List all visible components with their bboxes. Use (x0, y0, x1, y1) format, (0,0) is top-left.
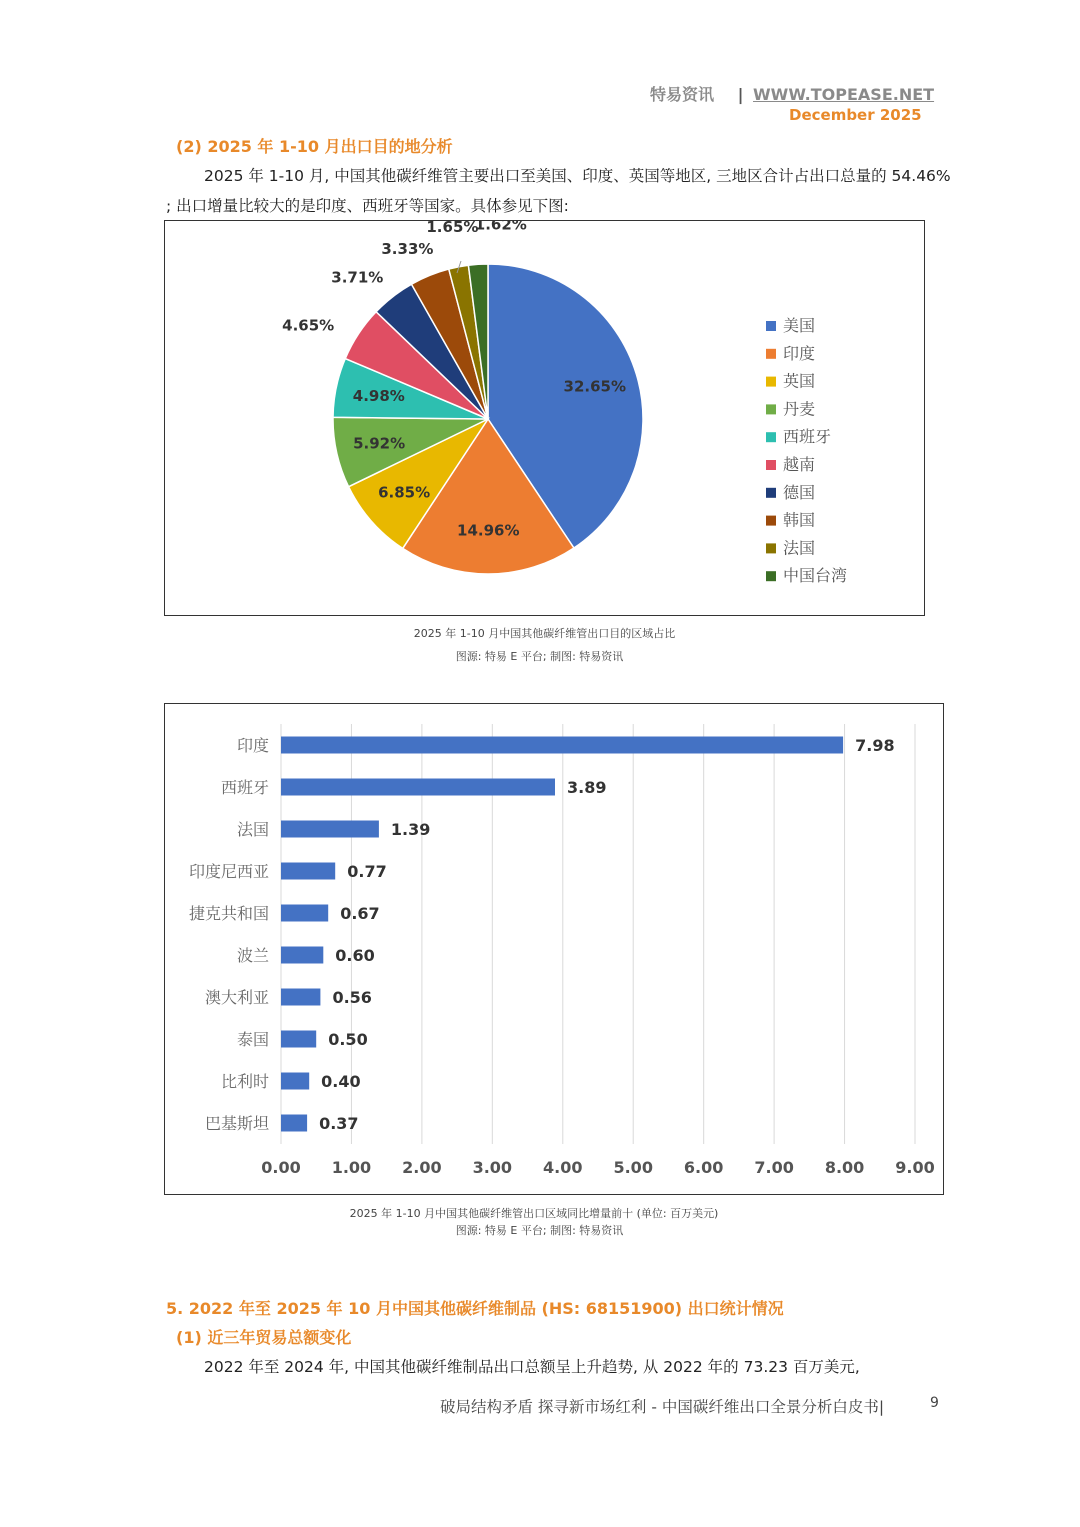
legend-label-9: 中国台湾 (783, 566, 848, 586)
legend-swatch-8 (766, 543, 776, 553)
bar-value-label-5: 0.60 (335, 946, 375, 965)
pie-value-label-4: 4.98% (352, 387, 405, 406)
legend-label-6: 德国 (783, 482, 816, 502)
bar-category-label-4: 捷克共和国 (188, 904, 269, 923)
bar-category-label-0: 印度 (236, 736, 269, 755)
header-date: December 2025 (789, 106, 922, 124)
legend-swatch-7 (766, 516, 776, 526)
pie-value-label-3: 5.92% (353, 434, 406, 453)
pie-chart-frame (164, 220, 925, 616)
bar-value-label-1: 3.89 (567, 778, 607, 797)
legend-swatch-6 (766, 488, 776, 498)
section2-para-line1: 2025 年 1-10 月, 中国其他碳纤维管主要出口至美国、印度、英国等地区, 三地区合计占出口总量的 54.46% (204, 167, 951, 185)
bar-category-label-7: 泰国 (236, 1030, 269, 1049)
bar-caption-source: 图源: 特易 E 平台; 制图: 特易资讯 (455, 1224, 624, 1237)
legend-label-3: 丹麦 (783, 399, 816, 419)
bar-category-label-3: 印度尼西亚 (188, 862, 269, 881)
section5-subtitle: (1) 近三年贸易总额变化 (176, 1328, 352, 1347)
header-separator: | (737, 85, 744, 104)
pie-chart (165, 221, 923, 614)
pie-value-label-7: 3.33% (381, 240, 434, 258)
section2-title: (2) 2025 年 1-10 月出口目的地分析 (176, 137, 453, 156)
pie-value-label-6: 3.71% (331, 268, 384, 287)
pie-value-label-5: 4.65% (282, 316, 335, 335)
x-tick-label-9: 9.00 (895, 1158, 935, 1177)
bar-category-label-9: 巴基斯坦 (204, 1114, 269, 1133)
x-tick-label-5: 5.00 (613, 1158, 653, 1177)
bar-value-label-2: 1.39 (390, 820, 431, 839)
pie-caption-title: 2025 年 1-10 月中国其他碳纤维管出口目的区域占比 (413, 627, 676, 640)
bar-value-label-4: 0.67 (340, 904, 380, 923)
legend-label-0: 美国 (783, 316, 816, 335)
section2-para-line2: ; 出口增量比较大的是印度、西班牙等国家。具体参见下图: (166, 197, 569, 215)
legend-label-2: 英国 (783, 371, 816, 391)
bar-9 (281, 1115, 307, 1132)
bar-6 (281, 989, 320, 1006)
legend-swatch-9 (766, 571, 776, 581)
bar-7 (281, 1031, 316, 1048)
pie-caption-source: 图源: 特易 E 平台; 制图: 特易资讯 (455, 650, 624, 663)
legend-swatch-4 (766, 432, 776, 442)
x-tick-label-2: 2.00 (402, 1158, 442, 1177)
bar-value-label-0: 7.98 (855, 736, 895, 755)
bar-1 (281, 779, 555, 796)
x-tick-label-8: 8.00 (824, 1158, 865, 1177)
bar-5 (281, 947, 323, 964)
footer-text: 破局结构矛盾 探寻新市场红利 - 中国碳纤维出口全景分析白皮书| (440, 1398, 885, 1416)
bar-value-label-8: 0.40 (321, 1072, 361, 1091)
bar-2 (281, 821, 379, 838)
bar-chart (165, 704, 942, 1193)
pie-value-label-1: 14.96% (457, 521, 520, 540)
legend-label-8: 法国 (783, 538, 816, 558)
x-tick-label-1: 1.00 (331, 1158, 372, 1177)
bar-category-label-1: 西班牙 (220, 778, 269, 797)
brand-name: 特易资讯 (650, 85, 715, 104)
bar-category-label-5: 波兰 (236, 946, 269, 965)
bar-category-label-2: 法国 (236, 820, 269, 839)
x-tick-label-7: 7.00 (754, 1158, 794, 1177)
legend-swatch-2 (766, 377, 776, 387)
section5-para: 2022 年至 2024 年, 中国其他碳纤维制品出口总额呈上升趋势, 从 2022 年的 73.23 百万美元, (204, 1358, 860, 1376)
legend-label-1: 印度 (783, 343, 816, 363)
legend-swatch-1 (766, 349, 776, 359)
header-brand (650, 82, 934, 105)
bar-caption-title: 2025 年 1-10 月中国其他碳纤维管出口区域同比增量前十 (单位: 百万美元) (349, 1207, 719, 1220)
x-tick-label-0: 0.00 (261, 1158, 301, 1177)
x-tick-label-3: 3.00 (472, 1158, 513, 1177)
site-link[interactable]: WWW.TOPEASE.NET (753, 85, 935, 104)
bar-chart-frame (164, 703, 944, 1195)
bar-value-label-6: 0.56 (332, 988, 372, 1007)
bar-category-label-6: 澳大利亚 (204, 988, 269, 1007)
bar-8 (281, 1073, 309, 1090)
bar-0 (281, 737, 843, 754)
legend-swatch-5 (766, 460, 776, 470)
bar-3 (281, 863, 335, 880)
bar-category-label-8: 比利时 (220, 1072, 269, 1091)
pie-value-label-9: 1.62% (474, 221, 527, 234)
bar-value-label-9: 0.37 (319, 1114, 359, 1133)
x-tick-label-4: 4.00 (543, 1158, 583, 1177)
pie-value-label-8: 1.65% (426, 221, 479, 237)
legend-label-7: 韩国 (783, 510, 816, 530)
bar-value-label-7: 0.50 (328, 1030, 368, 1049)
legend-swatch-3 (766, 404, 776, 414)
pie-value-label-0: 32.65% (563, 377, 627, 396)
bar-value-label-3: 0.77 (347, 862, 387, 881)
section5-title: 5. 2022 年至 2025 年 10 月中国其他碳纤维制品 (HS: 68151900) 出口统计情况 (166, 1299, 784, 1318)
pie-value-label-2: 6.85% (378, 483, 431, 502)
legend-swatch-0 (766, 321, 776, 331)
bar-4 (281, 905, 328, 922)
page-number: 9 (930, 1395, 939, 1411)
legend-label-4: 西班牙 (783, 427, 832, 447)
legend-label-5: 越南 (783, 455, 816, 474)
x-tick-label-6: 6.00 (683, 1158, 724, 1177)
